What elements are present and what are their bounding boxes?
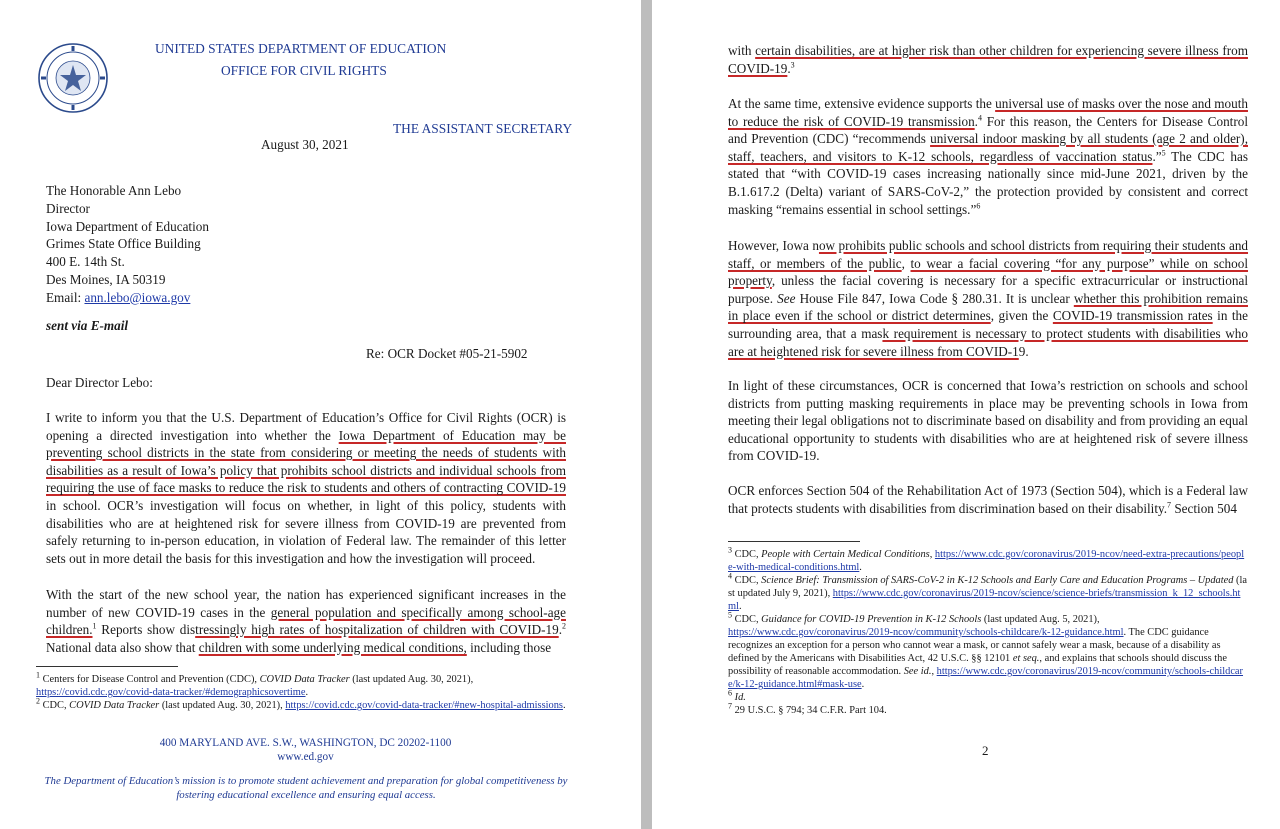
footnote-link[interactable]: https://covid.cdc.gov/covid-data-tracker/#new-hospital-admissions bbox=[285, 700, 563, 711]
paragraph-2: With the start of the new school year, the nation has experienced significant increases in the number of new COVID-19 cases in the general population and specifically among school-age children.$^1$ Reports show distressingly high rates of hospitalization of children with COVID-19.$^2$ National data also show that children with some underlying medical conditions, including those bbox=[46, 587, 566, 655]
email-label: Email: bbox=[46, 289, 85, 305]
highlight-underline: universal use of masks over the nose and mouth to reduce the risk of COVID-19 transmission bbox=[728, 96, 1248, 129]
footnote-link[interactable]: https://covid.cdc.gov/covid-data-tracker/#demographicsovertime bbox=[36, 687, 306, 698]
footnote-ref[interactable]: 1 bbox=[92, 621, 97, 631]
footnotes-left bbox=[36, 670, 566, 712]
address-line: Grimes State Office Building bbox=[46, 236, 201, 252]
letter-date: August 30, 2021 bbox=[261, 137, 349, 152]
footnote-4: $^4$ CDC, Science Brief: Transmission of SARS-CoV-2 in K-12 Schools and Early Care and Education Programs – Updated (last updated July 9, 2021), https://www.cdc.gov/coronavirus/2019-ncov/science/science-briefs/transmission_k_12_schools.html. bbox=[728, 571, 1247, 612]
footnote-ref[interactable]: 6 bbox=[976, 201, 981, 211]
address-line: Des Moines, IA 50319 bbox=[46, 271, 166, 287]
highlight-underline: tressingly high rates of hospitalization of children with COVID-19 bbox=[195, 622, 559, 638]
paragraph-masks: At the same time, extensive evidence supports the universal use of masks over the nose and mouth to reduce the risk of COVID-19 transmission.$^4$ For this reason, the Centers for Disease Control and Prevention (CDC) “recommends universal indoor masking by all students (age 2 and older), staff, teachers, and visitors to K-12 schools, regardless of vaccination status.”$^5$ The CDC has stated that “with COVID-19 cases increasing nationally since mid-June 2021, driven by the B.1.617.2 (Delta) variant of SARS-CoV-2,” the protection provided by consistent and correct masking “remains essential in school settings.”$^6$ bbox=[728, 96, 1248, 217]
highlight-underline: children with some underlying medical conditions, bbox=[198, 639, 467, 655]
footnote-ref[interactable]: 2 bbox=[562, 621, 566, 631]
paragraph-section-504: OCR enforces Section 504 of the Rehabilitation Act of 1973 (Section 504), which is a Federal law that protects students with disabilities from discrimination based on their disability.$^7$ Section 504 bbox=[728, 483, 1248, 516]
letter-page-2 bbox=[652, 0, 1280, 829]
page-divider bbox=[641, 0, 652, 829]
department-name: UNITED STATES DEPARTMENT OF EDUCATION bbox=[155, 41, 447, 56]
salutation: Dear Director Lebo: bbox=[46, 375, 153, 390]
address-line: 400 E. 14th St. bbox=[46, 254, 125, 270]
footnote-ref[interactable]: 4 bbox=[977, 113, 982, 123]
footnote-7: $^7$ 29 U.S.C. § 794; 34 C.F.R. Part 104. bbox=[728, 701, 887, 716]
email-line bbox=[46, 289, 209, 307]
mission-statement: The Department of Education’s mission is to promote student achievement and preparation for global competitiveness by fostering educational excellence and ensuring equal access. bbox=[44, 775, 568, 801]
footnotes-right bbox=[728, 545, 1248, 717]
office-name: OFFICE FOR CIVIL RIGHTS bbox=[221, 63, 387, 78]
footnote-3: $^3$ CDC, People with Certain Medical Conditions, https://www.cdc.gov/coronavirus/2019-ncov/need-extra-precautions/people-with-medical-conditions.html. bbox=[728, 545, 1245, 573]
highlight-underline: ow prohibits public schools and school districts from requiring their students and staff, or members of the public bbox=[728, 238, 1249, 271]
department-seal-icon bbox=[38, 43, 108, 113]
highlight-underline: universal indoor masking by all students (age 2 and older), staff, teachers, and visitors to K-12 schools, regardless of vaccination status bbox=[728, 131, 1248, 164]
docket-reference: Re: OCR Docket #05-21-5902 bbox=[366, 346, 528, 361]
paragraph-1: I write to inform you that the U.S. Department of Education’s Office for Civil Rights (OCR) is opening a directed investigation into whether the Iowa Department of Education may be preventing school districts in the state from considering or meeting the needs of students with disabilities as a result of Iowa’s policy that prohibits school districts and individual schools from requiring the use of face masks to reduce the risk to students and others of contracting COVID-19 in school. OCR’s investigation will focus on whether, in light of this policy, students with disabilities who are at heightened risk for severe illness from COVID-19 are prevented from safely returning to in-person education, in violation of Federal law. The remainder of this letter sets out in more detail the basis for this investigation and how the investigation will proceed. bbox=[46, 410, 566, 566]
footnote-divider bbox=[728, 541, 860, 542]
footnote-5: $^5$ CDC, Guidance for COVID-19 Prevention in K-12 Schools (last updated Aug. 5, 2021), https://www.cdc.gov/coronavirus/2019-ncov/community/schools-childcare/k-12-guidance.html. The CDC guidance recognizes an exception for a person who cannot wear a mask, or cannot safely wear a mask, because of a disability as defined by the Americans with Disabilities Act, 42 U.S.C. §§ 12101 et seq., and explains that schools should discuss the possibility of reasonable accommodation. See id., https://www.cdc.gov/coronavirus/2019-ncov/community/schools-childcare/k-12-guidance.html#mask-use. bbox=[728, 610, 1244, 690]
footnote-1: $^1$ Centers for Disease Control and Prevention (CDC), COVID Data Tracker (last updated Aug. 30, 2021), https://covid.cdc.gov/covid-data-tracker/#demographicsovertime. bbox=[36, 670, 474, 698]
footnote-link[interactable]: https://www.cdc.gov/coronavirus/2019-ncov/community/schools-childcare/k-12-guidance.html#mask-use bbox=[728, 666, 1244, 690]
footnote-2: $^2$ CDC, COVID Data Tracker (last updated Aug. 30, 2021), https://covid.cdc.gov/covid-data-tracker/#new-hospital-admissions. bbox=[36, 696, 566, 711]
highlight-underline: to wear a facial covering “for any purpose” while on school property bbox=[728, 255, 1249, 289]
highlight-underline: whether this prohibition remains in place even if the school or district determines bbox=[728, 290, 1248, 324]
paragraph-ocr-concern: In light of these circumstances, OCR is concerned that Iowa’s restriction on schools and school districts from putting masking requirements in place may be preventing schools in Iowa from meeting their legal obligations not to discriminate based on disability and from providing an equal educational opportunity to students with disabilities who are at heightened risk of severe illness from COVID-19. bbox=[728, 378, 1248, 464]
recipient-address bbox=[46, 182, 209, 307]
address-line: The Honorable Ann Lebo bbox=[46, 183, 182, 198]
address-line: Director bbox=[46, 200, 90, 216]
footnote-link[interactable]: https://www.cdc.gov/coronavirus/2019-ncov/community/schools-childcare/k-12-guidance.html bbox=[728, 627, 1124, 638]
assistant-secretary-label: THE ASSISTANT SECRETARY bbox=[393, 121, 573, 136]
highlight-underline: COVID-19 transmission rates bbox=[1052, 308, 1213, 324]
footnote-link[interactable]: https://www.cdc.gov/coronavirus/2019-ncov/science/science-briefs/transmission_k_12_schools.html bbox=[728, 588, 1241, 612]
highlight-underline: k requirement is necessary to protect students with disabilities who are at heightened risk for severe illness from COVID-1 bbox=[728, 325, 1248, 359]
footer-website: www.ed.gov bbox=[277, 751, 334, 763]
address-line: Iowa Department of Education bbox=[46, 218, 209, 234]
footnote-link[interactable]: https://www.cdc.gov/coronavirus/2019-ncov/need-extra-precautions/people-with-medical-conditions.html bbox=[728, 549, 1245, 573]
page-number: 2 bbox=[982, 743, 989, 758]
footnote-ref[interactable]: 3 bbox=[790, 60, 795, 70]
highlight-underline: certain disabilities, are at higher risk than other children for experiencing severe illness from COVID-19 bbox=[728, 43, 1248, 76]
footer-address: 400 MARYLAND AVE. S.W., WASHINGTON, DC 20202-1100 bbox=[159, 737, 452, 749]
footnote-ref[interactable]: 5 bbox=[1161, 148, 1166, 158]
paragraph-continued: with certain disabilities, are at higher risk than other children for experiencing severe illness from COVID-19.$^3$ bbox=[728, 43, 1248, 76]
email-link[interactable]: ann.lebo@iowa.gov bbox=[84, 289, 191, 305]
highlight-underline: Iowa Department of Education may be preventing school districts in the state from considering or meeting the needs of students with disabilities as a result of Iowa’s policy that prohibits school districts and individual schools from requiring the use of face masks to reduce the risk to students and others of contracting COVID-19 bbox=[46, 427, 566, 496]
footnote-divider bbox=[36, 666, 178, 667]
footnote-ref[interactable]: 7 bbox=[1167, 500, 1172, 510]
sent-via-note: sent via E-mail bbox=[46, 318, 129, 333]
footnote-6: $^6$ Id. bbox=[728, 688, 746, 703]
paragraph-iowa-prohibition: However, Iowa now prohibits public schools and school districts from requiring their students and staff, or members of the public, to wear a facial covering “for any purpose” while on school property, unless the facial covering is necessary for a specific extracurricular or instructional purpose. See House File 847, Iowa Code § 280.31. It is unclear whether this prohibition remains in place even if the school or district determines, given the COVID-19 transmission rates in the surrounding area, that a mask requirement is necessary to protect students with disabilities who are at heightened risk for severe illness from COVID-19. bbox=[728, 238, 1249, 359]
highlight-underline: general population and specifically among school-age children. bbox=[46, 604, 566, 638]
